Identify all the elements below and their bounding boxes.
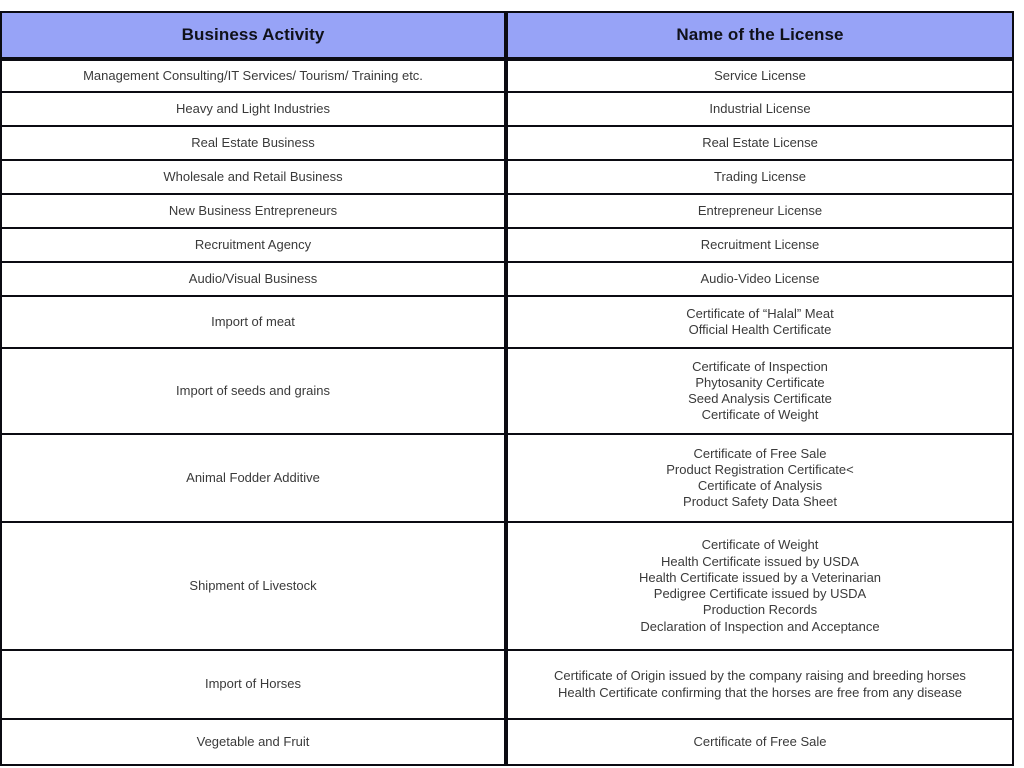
business-activity-text: Real Estate Business xyxy=(191,134,315,150)
license-name-text xyxy=(516,537,1004,635)
table-row xyxy=(0,297,1014,349)
business-activity-text: Import of meat xyxy=(211,313,295,329)
cell-business-activity xyxy=(0,127,506,161)
table-header-row xyxy=(0,11,1014,59)
table-row xyxy=(0,435,1014,523)
license-name-text xyxy=(516,446,1004,511)
license-name-line: Real Estate License xyxy=(702,134,818,150)
license-name-line: Official Health Certificate xyxy=(688,322,832,337)
cell-license-name xyxy=(506,720,1014,766)
business-activity-text: Recruitment Agency xyxy=(194,236,312,252)
license-name-line: Declaration of Inspection and Acceptance xyxy=(640,618,880,634)
license-name-line: Audio-Video License xyxy=(700,270,820,286)
license-name-line: Health Certificate issued by a Veterinarian xyxy=(638,569,882,585)
cell-license-name xyxy=(506,263,1014,297)
license-name-line: Production Records xyxy=(702,602,818,618)
license-name-text xyxy=(516,101,1004,117)
license-name-line: Product Safety Data Sheet xyxy=(683,494,837,510)
license-name-line: Trading License xyxy=(713,168,806,184)
license-name-line: Certificate of “Halal” Meat xyxy=(686,305,834,321)
license-name-text xyxy=(516,734,1004,750)
business-activity-text: New Business Entrepreneurs xyxy=(168,202,338,218)
business-activity-text: Import of Horses xyxy=(204,676,302,692)
table-row xyxy=(0,161,1014,195)
license-name-line: Pedigree Certificate issued by USDA xyxy=(653,586,867,601)
table-row xyxy=(0,59,1014,93)
license-name-line: Certificate of Inspection xyxy=(692,358,828,374)
table-header xyxy=(0,11,1014,59)
table-row xyxy=(0,523,1014,651)
cell-license-name xyxy=(506,127,1014,161)
license-name-line: Entrepreneur License xyxy=(697,202,823,218)
cell-business-activity xyxy=(0,435,506,523)
cell-business-activity xyxy=(0,229,506,263)
cell-business-activity xyxy=(0,651,506,720)
license-name-text xyxy=(516,359,1004,424)
table-row xyxy=(0,651,1014,720)
cell-business-activity xyxy=(0,59,506,93)
table-row xyxy=(0,720,1014,766)
business-activity-text: Vegetable and Fruit xyxy=(196,733,310,749)
license-name-line: Seed Analysis Certificate xyxy=(688,391,832,406)
cell-license-name xyxy=(506,161,1014,195)
license-name-text xyxy=(516,169,1004,185)
business-activity-license-table xyxy=(0,11,1014,766)
business-activity-text: Shipment of Livestock xyxy=(189,577,317,593)
cell-license-name xyxy=(506,93,1014,127)
license-name-text xyxy=(516,237,1004,253)
table-row xyxy=(0,349,1014,435)
business-activity-text: Animal Fodder Additive xyxy=(186,469,320,485)
cell-license-name xyxy=(506,195,1014,229)
business-activity-text: Audio/Visual Business xyxy=(188,270,318,286)
business-activity-text: Import of seeds and grains xyxy=(176,382,330,398)
cell-business-activity xyxy=(0,297,506,349)
table-row xyxy=(0,93,1014,127)
license-name-line: Product Registration Certificate< xyxy=(666,461,854,477)
table-row xyxy=(0,195,1014,229)
license-name-text xyxy=(516,68,1004,84)
license-name-text xyxy=(516,271,1004,287)
license-name-line: Health Certificate confirming that the horses are free from any disease xyxy=(558,684,962,700)
cell-license-name xyxy=(506,229,1014,263)
table-row xyxy=(0,263,1014,297)
license-name-text xyxy=(516,203,1004,219)
column-header-business-activity: Business Activity xyxy=(0,11,506,59)
license-name-text xyxy=(516,306,1004,339)
license-name-line: Certificate of Free Sale xyxy=(693,733,827,749)
license-name-text xyxy=(516,135,1004,151)
license-name-line: Service License xyxy=(714,67,806,83)
cell-business-activity xyxy=(0,720,506,766)
cell-license-name xyxy=(506,349,1014,435)
cell-license-name xyxy=(506,523,1014,651)
cell-business-activity xyxy=(0,263,506,297)
cell-business-activity xyxy=(0,349,506,435)
license-name-line: Health Certificate issued by USDA xyxy=(661,553,859,569)
cell-license-name xyxy=(506,297,1014,349)
table-row xyxy=(0,229,1014,263)
table-row xyxy=(0,127,1014,161)
column-header-name-of-the-license: Name of the License xyxy=(506,11,1014,59)
business-activity-text: Wholesale and Retail Business xyxy=(163,168,343,184)
cell-business-activity xyxy=(0,93,506,127)
business-activity-text: Management Consulting/IT Services/ Tourism/ Training etc. xyxy=(83,67,423,83)
cell-business-activity xyxy=(0,161,506,195)
cell-business-activity xyxy=(0,523,506,651)
table-body xyxy=(0,59,1014,766)
license-name-line: Certificate of Origin issued by the company raising and breeding horses xyxy=(554,668,966,684)
license-name-line: Certificate of Weight xyxy=(701,537,819,553)
license-name-line: Certificate of Weight xyxy=(701,407,819,423)
cell-business-activity xyxy=(0,195,506,229)
business-activity-text: Heavy and Light Industries xyxy=(176,100,330,116)
license-name-line: Phytosanity Certificate xyxy=(695,374,825,390)
license-name-line: Certificate of Free Sale xyxy=(693,445,827,461)
cell-license-name xyxy=(506,651,1014,720)
license-name-text xyxy=(516,668,1004,701)
cell-license-name xyxy=(506,59,1014,93)
cell-license-name xyxy=(506,435,1014,523)
license-name-line: Industrial License xyxy=(709,100,811,116)
license-name-line: Recruitment License xyxy=(700,236,820,252)
license-name-line: Certificate of Analysis xyxy=(697,478,823,493)
